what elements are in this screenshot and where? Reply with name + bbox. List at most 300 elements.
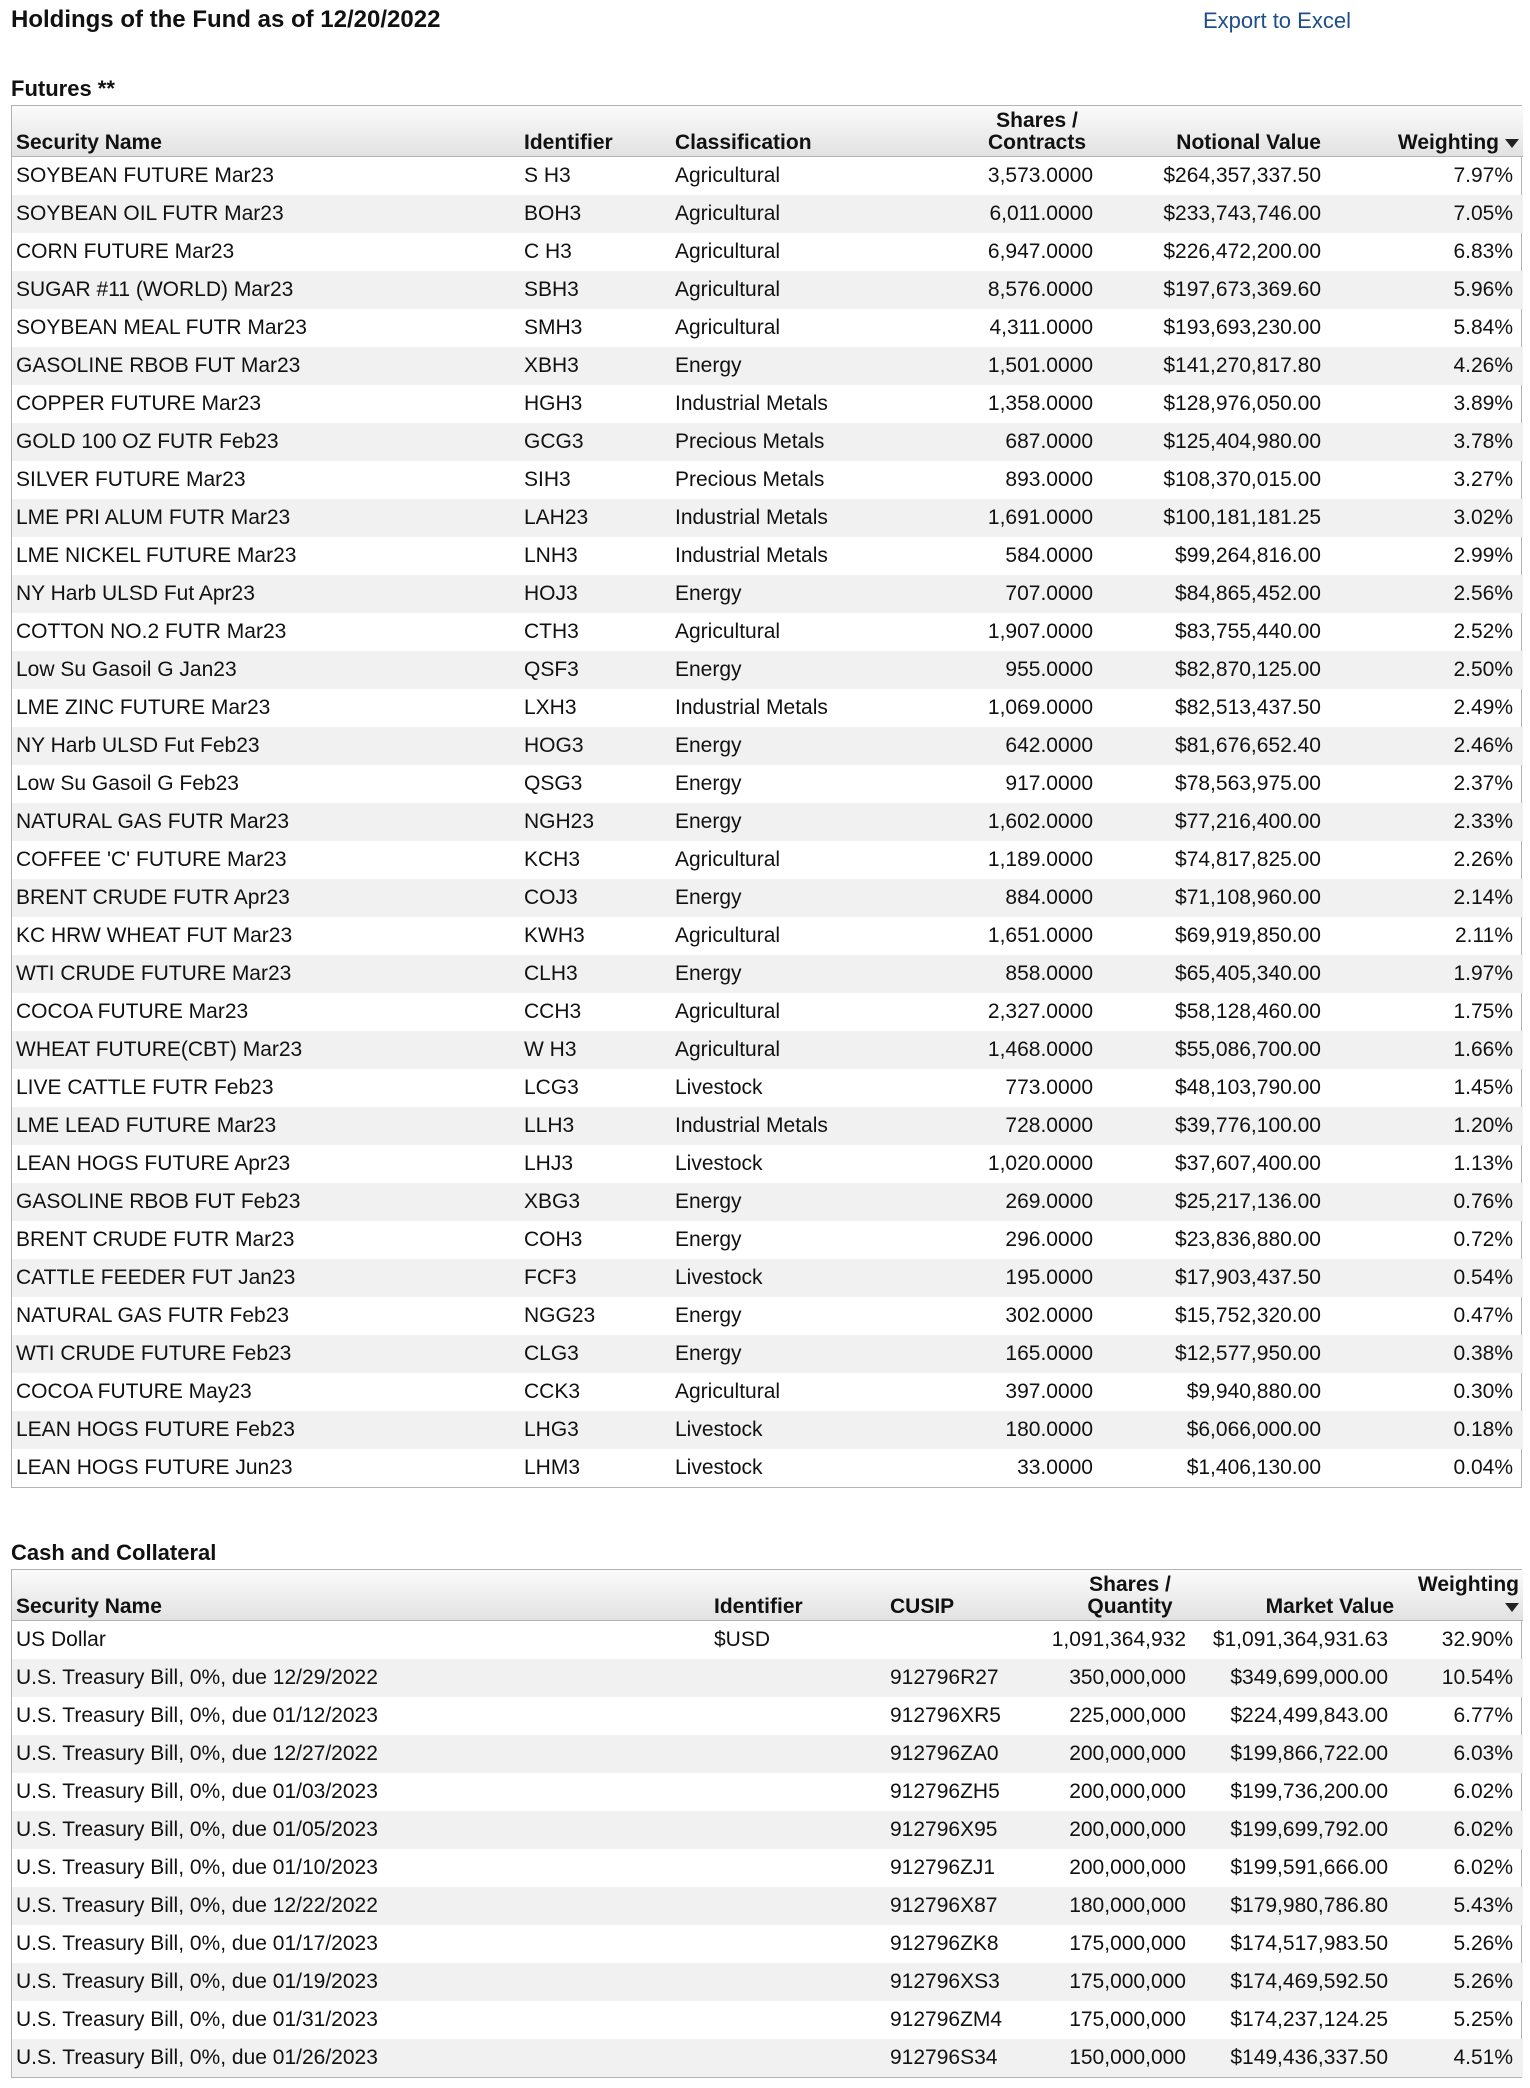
cell-classification: Agricultural bbox=[675, 316, 781, 339]
cell-cusip: 912796ZH5 bbox=[890, 1780, 1000, 1803]
cell-security-name: COPPER FUTURE Mar23 bbox=[16, 392, 262, 415]
cell-shares-contracts: 858.0000 bbox=[891, 955, 1113, 993]
cell-security-name: LME ZINC FUTURE Mar23 bbox=[16, 696, 271, 719]
cell-shares-contracts: 269.0000 bbox=[891, 1183, 1113, 1221]
table-row bbox=[12, 271, 1523, 309]
cell-classification: Energy bbox=[671, 727, 891, 765]
cell-security-name: KC HRW WHEAT FUT Mar23 bbox=[16, 924, 293, 947]
cell-shares-quantity: 175,000,000 bbox=[1069, 2008, 1186, 2031]
cell-identifier bbox=[710, 2001, 886, 2039]
sort-descending-icon bbox=[1505, 139, 1519, 148]
cell-security-name: U.S. Treasury Bill, 0%, due 01/19/2023 bbox=[12, 1963, 710, 2001]
cell-classification: Energy bbox=[671, 575, 891, 613]
cell-weighting: 6.02% bbox=[1398, 1811, 1523, 1849]
cell-identifier: LXH3 bbox=[524, 696, 577, 719]
cell-weighting: 5.26% bbox=[1398, 1963, 1523, 2001]
page-title: Holdings of the Fund as of 12/20/2022 bbox=[11, 6, 441, 33]
cash-table-body bbox=[12, 1621, 1523, 2078]
cell-weighting: 32.90% bbox=[1441, 1628, 1513, 1651]
cell-security-name: Low Su Gasoil G Jan23 bbox=[12, 651, 520, 689]
col-header-security-name[interactable]: Security Name bbox=[12, 1570, 710, 1621]
cell-classification: Agricultural bbox=[675, 620, 781, 643]
table-row bbox=[12, 955, 1523, 993]
cell-classification: Agricultural bbox=[675, 1000, 781, 1023]
cell-security-name: NY Harb ULSD Fut Feb23 bbox=[12, 727, 520, 765]
cell-classification: Precious Metals bbox=[675, 468, 825, 491]
table-row bbox=[12, 347, 1523, 385]
table-row bbox=[12, 537, 1523, 575]
cell-notional-value: $193,693,230.00 bbox=[1163, 316, 1321, 339]
sort-descending-icon bbox=[1505, 1603, 1519, 1612]
col-header-weighting[interactable] bbox=[1398, 1570, 1523, 1621]
cell-notional-value: $233,743,746.00 bbox=[1113, 195, 1361, 233]
table-row bbox=[12, 1621, 1523, 1660]
cell-weighting: 4.51% bbox=[1398, 2039, 1523, 2077]
cell-security-name: U.S. Treasury Bill, 0%, due 01/03/2023 bbox=[16, 1780, 378, 1803]
cell-weighting: 3.78% bbox=[1361, 423, 1523, 461]
table-row bbox=[12, 2039, 1523, 2077]
cell-security-name: LME NICKEL FUTURE Mar23 bbox=[16, 544, 297, 567]
cell-cusip: 912796X87 bbox=[886, 1887, 1034, 1925]
cell-weighting: 0.18% bbox=[1361, 1411, 1523, 1449]
cell-security-name: BRENT CRUDE FUTR Apr23 bbox=[12, 879, 520, 917]
cell-security-name: U.S. Treasury Bill, 0%, due 01/31/2023 bbox=[16, 2008, 378, 2031]
table-row bbox=[12, 803, 1523, 841]
cell-identifier: LCG3 bbox=[524, 1076, 579, 1099]
cell-security-name: NATURAL GAS FUTR Mar23 bbox=[12, 803, 520, 841]
cell-shares-contracts: 296.0000 bbox=[1005, 1228, 1093, 1251]
cell-shares-contracts: 1,189.0000 bbox=[987, 848, 1093, 871]
table-row bbox=[12, 993, 1523, 1031]
cell-cusip: 912796XR5 bbox=[890, 1704, 1001, 1727]
cell-notional-value: $82,513,437.50 bbox=[1175, 696, 1321, 719]
cell-weighting: 5.25% bbox=[1453, 2008, 1513, 2031]
cell-market-value: $199,591,666.00 bbox=[1230, 1856, 1388, 1879]
cell-security-name: BRENT CRUDE FUTR Mar23 bbox=[16, 1228, 295, 1251]
cell-security-name: LME PRI ALUM FUTR Mar23 bbox=[12, 499, 520, 537]
cell-notional-value: $74,817,825.00 bbox=[1175, 848, 1321, 871]
table-row bbox=[12, 1773, 1523, 1811]
cell-security-name: NY Harb ULSD Fut Apr23 bbox=[12, 575, 520, 613]
cell-market-value: $199,699,792.00 bbox=[1196, 1811, 1398, 1849]
cell-identifier: SMH3 bbox=[524, 316, 583, 339]
cell-shares-contracts: 893.0000 bbox=[1005, 468, 1093, 491]
cell-identifier bbox=[710, 1773, 886, 1811]
cell-weighting: 2.26% bbox=[1453, 848, 1513, 871]
cell-classification: Energy bbox=[675, 1228, 742, 1251]
cell-weighting: 3.27% bbox=[1453, 468, 1513, 491]
cell-shares-contracts: 728.0000 bbox=[891, 1107, 1113, 1145]
cell-notional-value: $71,108,960.00 bbox=[1113, 879, 1361, 917]
cell-notional-value: $23,836,880.00 bbox=[1175, 1228, 1321, 1251]
cell-shares-contracts: 6,011.0000 bbox=[891, 195, 1113, 233]
cell-identifier: $USD bbox=[714, 1628, 771, 1651]
weighting-label: Weighting bbox=[1417, 1573, 1519, 1596]
cell-identifier: QSF3 bbox=[520, 651, 671, 689]
cell-security-name: U.S. Treasury Bill, 0%, due 01/17/2023 bbox=[16, 1932, 378, 1955]
cell-identifier: SIH3 bbox=[524, 468, 571, 491]
cell-notional-value: $69,919,850.00 bbox=[1175, 924, 1321, 947]
cell-shares-quantity: 180,000,000 bbox=[1034, 1887, 1196, 1925]
cell-cusip: 912796ZJ1 bbox=[890, 1856, 996, 1879]
cell-security-name: CATTLE FEEDER FUT Jan23 bbox=[12, 1259, 520, 1297]
cell-classification: Agricultural bbox=[675, 240, 781, 263]
cell-identifier bbox=[710, 1887, 886, 1925]
cell-weighting: 2.50% bbox=[1361, 651, 1523, 689]
cell-notional-value: $12,577,950.00 bbox=[1113, 1335, 1361, 1373]
cell-security-name: GASOLINE RBOB FUT Mar23 bbox=[12, 347, 520, 385]
cell-shares-contracts: 2,327.0000 bbox=[987, 1000, 1093, 1023]
cell-weighting: 2.33% bbox=[1361, 803, 1523, 841]
cell-identifier: CLG3 bbox=[520, 1335, 671, 1373]
cell-weighting: 7.97% bbox=[1453, 164, 1513, 187]
cell-identifier bbox=[710, 1697, 886, 1735]
cell-shares-contracts: 33.0000 bbox=[1017, 1456, 1093, 1479]
cell-identifier: GCG3 bbox=[520, 423, 671, 461]
cell-weighting: 0.47% bbox=[1453, 1304, 1513, 1327]
cell-notional-value: $128,976,050.00 bbox=[1163, 392, 1321, 415]
table-row bbox=[12, 195, 1523, 233]
cell-cusip: 912796ZM4 bbox=[890, 2008, 1003, 2031]
cell-weighting: 0.04% bbox=[1453, 1456, 1513, 1479]
cell-cusip: 912796X95 bbox=[886, 1811, 1034, 1849]
cell-notional-value: $77,216,400.00 bbox=[1113, 803, 1361, 841]
table-row bbox=[12, 575, 1523, 613]
cell-notional-value: $25,217,136.00 bbox=[1113, 1183, 1361, 1221]
col-header-shares-quantity[interactable] bbox=[1034, 1570, 1196, 1621]
cell-shares-contracts: 917.0000 bbox=[1005, 772, 1093, 795]
cell-shares-contracts: 955.0000 bbox=[891, 651, 1113, 689]
table-row bbox=[12, 651, 1523, 689]
cell-notional-value: $1,406,130.00 bbox=[1186, 1456, 1321, 1479]
table-row bbox=[12, 1069, 1523, 1107]
cell-identifier bbox=[710, 1659, 886, 1697]
cell-security-name: U.S. Treasury Bill, 0%, due 01/12/2023 bbox=[16, 1704, 378, 1727]
cell-shares-contracts: 397.0000 bbox=[1005, 1380, 1093, 1403]
cell-weighting: 2.56% bbox=[1361, 575, 1523, 613]
cell-security-name: GOLD 100 OZ FUTR Feb23 bbox=[12, 423, 520, 461]
cell-notional-value: $84,865,452.00 bbox=[1113, 575, 1361, 613]
cell-security-name: WTI CRUDE FUTURE Feb23 bbox=[12, 1335, 520, 1373]
cell-identifier bbox=[710, 2039, 886, 2077]
cell-shares-contracts: 1,501.0000 bbox=[891, 347, 1113, 385]
cell-market-value: $174,517,983.50 bbox=[1230, 1932, 1388, 1955]
cell-classification: Precious Metals bbox=[671, 423, 891, 461]
cell-shares-quantity: 225,000,000 bbox=[1069, 1704, 1186, 1727]
cell-weighting: 6.02% bbox=[1453, 1780, 1513, 1803]
cell-shares-quantity: 200,000,000 bbox=[1069, 1780, 1186, 1803]
cell-classification: Industrial Metals bbox=[675, 544, 828, 567]
cell-identifier: COJ3 bbox=[520, 879, 671, 917]
cell-security-name: CORN FUTURE Mar23 bbox=[16, 240, 235, 263]
cell-market-value: $1,091,364,931.63 bbox=[1212, 1628, 1388, 1651]
notional-value-label: Notional Value bbox=[1176, 131, 1321, 154]
cell-identifier: XBG3 bbox=[520, 1183, 671, 1221]
cell-shares-contracts: 302.0000 bbox=[1005, 1304, 1093, 1327]
cell-security-name: LEAN HOGS FUTURE Apr23 bbox=[16, 1152, 291, 1175]
cell-classification: Energy bbox=[671, 1335, 891, 1373]
table-row bbox=[12, 1963, 1523, 2001]
col-header-weighting[interactable] bbox=[1361, 106, 1523, 157]
cell-weighting: 1.66% bbox=[1361, 1031, 1523, 1069]
cell-identifier bbox=[710, 1925, 886, 1963]
col-header-identifier[interactable]: Identifier bbox=[520, 106, 671, 157]
cell-shares-quantity: 1,091,364,932 bbox=[1051, 1628, 1186, 1651]
cell-weighting: 1.75% bbox=[1453, 1000, 1513, 1023]
cell-cusip: 912796S34 bbox=[886, 2039, 1034, 2077]
table-row bbox=[12, 233, 1523, 271]
cell-identifier: FCF3 bbox=[520, 1259, 671, 1297]
cell-shares-quantity: 200,000,000 bbox=[1034, 1735, 1196, 1773]
cell-notional-value: $55,086,700.00 bbox=[1113, 1031, 1361, 1069]
cell-security-name: LEAN HOGS FUTURE Feb23 bbox=[12, 1411, 520, 1449]
cell-identifier: QSG3 bbox=[524, 772, 583, 795]
table-row bbox=[12, 1221, 1523, 1259]
cell-shares-contracts: 884.0000 bbox=[891, 879, 1113, 917]
cell-weighting: 7.05% bbox=[1361, 195, 1523, 233]
cash-section-title: Cash and Collateral bbox=[11, 1540, 217, 1565]
cell-weighting: 2.11% bbox=[1455, 924, 1513, 947]
col-header-identifier[interactable]: Identifier bbox=[710, 1570, 886, 1621]
cell-weighting: 5.84% bbox=[1453, 316, 1513, 339]
cell-shares-contracts: 1,020.0000 bbox=[987, 1152, 1093, 1175]
cell-shares-contracts: 1,468.0000 bbox=[891, 1031, 1113, 1069]
cell-notional-value: $6,066,000.00 bbox=[1113, 1411, 1361, 1449]
cell-shares-contracts: 195.0000 bbox=[891, 1259, 1113, 1297]
cell-identifier: LHG3 bbox=[520, 1411, 671, 1449]
cell-identifier: C H3 bbox=[524, 240, 572, 263]
cell-classification: Energy bbox=[675, 1304, 742, 1327]
cell-weighting: 1.97% bbox=[1361, 955, 1523, 993]
cell-cusip: 912796ZA0 bbox=[886, 1735, 1034, 1773]
cell-classification: Industrial Metals bbox=[675, 696, 828, 719]
cell-notional-value: $48,103,790.00 bbox=[1175, 1076, 1321, 1099]
cell-identifier: LAH23 bbox=[520, 499, 671, 537]
cell-identifier bbox=[710, 1811, 886, 1849]
cash-header-row bbox=[12, 1570, 1523, 1621]
cell-classification: Agricultural bbox=[675, 924, 781, 947]
cell-shares-contracts: 1,358.0000 bbox=[987, 392, 1093, 415]
cell-notional-value: $100,181,181.25 bbox=[1113, 499, 1361, 537]
cell-notional-value: $82,870,125.00 bbox=[1113, 651, 1361, 689]
cell-security-name: U.S. Treasury Bill, 0%, due 12/27/2022 bbox=[12, 1735, 710, 1773]
table-row bbox=[12, 2001, 1523, 2039]
cell-notional-value: $226,472,200.00 bbox=[1163, 240, 1321, 263]
table-row bbox=[12, 499, 1523, 537]
cell-weighting: 5.96% bbox=[1361, 271, 1523, 309]
col-header-cusip[interactable]: CUSIP bbox=[886, 1570, 1034, 1621]
table-row bbox=[12, 1411, 1523, 1449]
cell-classification: Livestock bbox=[675, 1456, 763, 1479]
table-row bbox=[12, 765, 1523, 803]
cell-weighting: 0.30% bbox=[1453, 1380, 1513, 1403]
cell-identifier: CLH3 bbox=[520, 955, 671, 993]
cell-shares-quantity: 200,000,000 bbox=[1069, 1856, 1186, 1879]
cell-classification: Energy bbox=[671, 1183, 891, 1221]
cell-notional-value: $15,752,320.00 bbox=[1175, 1304, 1321, 1327]
table-row bbox=[12, 727, 1523, 765]
cell-notional-value: $81,676,652.40 bbox=[1113, 727, 1361, 765]
col-header-security-name[interactable]: Security Name bbox=[12, 106, 520, 157]
cell-security-name: LIVE CATTLE FUTR Feb23 bbox=[16, 1076, 274, 1099]
cell-security-name: COCOA FUTURE May23 bbox=[16, 1380, 252, 1403]
cell-identifier: W H3 bbox=[520, 1031, 671, 1069]
cell-classification: Agricultural bbox=[671, 271, 891, 309]
futures-table-container bbox=[11, 105, 1522, 1488]
cell-shares-contracts: 1,602.0000 bbox=[891, 803, 1113, 841]
cell-weighting: 5.26% bbox=[1453, 1932, 1513, 1955]
cell-weighting: 10.54% bbox=[1398, 1659, 1523, 1697]
cell-cusip bbox=[886, 1621, 1034, 1660]
cell-weighting: 6.02% bbox=[1453, 1856, 1513, 1879]
cell-market-value: $349,699,000.00 bbox=[1196, 1659, 1398, 1697]
cell-shares-contracts: 1,907.0000 bbox=[987, 620, 1093, 643]
cell-classification: Livestock bbox=[671, 1259, 891, 1297]
col-header-shares-line2: Quantity bbox=[1087, 1595, 1173, 1618]
cell-identifier: LLH3 bbox=[520, 1107, 671, 1145]
cell-weighting: 0.76% bbox=[1361, 1183, 1523, 1221]
table-row bbox=[12, 309, 1523, 347]
cell-shares-contracts: 6,947.0000 bbox=[987, 240, 1093, 263]
cell-identifier: LNH3 bbox=[524, 544, 578, 567]
table-row bbox=[12, 1449, 1523, 1487]
cell-weighting: 1.45% bbox=[1453, 1076, 1513, 1099]
cell-weighting: 2.52% bbox=[1453, 620, 1513, 643]
table-row bbox=[12, 1811, 1523, 1849]
cash-table bbox=[12, 1570, 1523, 2077]
cell-weighting: 6.03% bbox=[1398, 1735, 1523, 1773]
cell-weighting: 1.20% bbox=[1361, 1107, 1523, 1145]
cell-security-name: US Dollar bbox=[16, 1628, 106, 1651]
cell-identifier bbox=[710, 1963, 886, 2001]
table-row bbox=[12, 879, 1523, 917]
cell-market-value: $199,736,200.00 bbox=[1230, 1780, 1388, 1803]
cell-notional-value: $17,903,437.50 bbox=[1113, 1259, 1361, 1297]
cell-identifier: KWH3 bbox=[524, 924, 585, 947]
cell-security-name: U.S. Treasury Bill, 0%, due 01/05/2023 bbox=[12, 1811, 710, 1849]
cell-weighting: 6.83% bbox=[1453, 240, 1513, 263]
table-row bbox=[12, 461, 1523, 499]
table-row bbox=[12, 1697, 1523, 1735]
cell-notional-value: $125,404,980.00 bbox=[1113, 423, 1361, 461]
cell-identifier: CCK3 bbox=[524, 1380, 581, 1403]
table-row bbox=[12, 1297, 1523, 1335]
cell-notional-value: $83,755,440.00 bbox=[1175, 620, 1321, 643]
cell-security-name: WHEAT FUTURE(CBT) Mar23 bbox=[12, 1031, 520, 1069]
cell-security-name: COCOA FUTURE Mar23 bbox=[16, 1000, 249, 1023]
col-header-shares-contracts[interactable] bbox=[891, 106, 1113, 157]
cell-classification: Livestock bbox=[671, 1411, 891, 1449]
cell-market-value: $149,436,337.50 bbox=[1196, 2039, 1398, 2077]
cell-identifier: S H3 bbox=[524, 164, 571, 187]
cell-identifier: XBH3 bbox=[520, 347, 671, 385]
cell-shares-contracts: 3,573.0000 bbox=[987, 164, 1093, 187]
futures-table bbox=[12, 106, 1523, 1487]
cell-security-name: NATURAL GAS FUTR Feb23 bbox=[16, 1304, 290, 1327]
cell-shares-contracts: 707.0000 bbox=[891, 575, 1113, 613]
cell-classification: Agricultural bbox=[675, 164, 781, 187]
cell-shares-contracts: 180.0000 bbox=[891, 1411, 1113, 1449]
table-row bbox=[12, 1259, 1523, 1297]
cell-classification: Agricultural bbox=[675, 1380, 781, 1403]
cell-notional-value: $58,128,460.00 bbox=[1175, 1000, 1321, 1023]
cell-classification: Energy bbox=[671, 651, 891, 689]
cell-weighting: 1.13% bbox=[1453, 1152, 1513, 1175]
cell-security-name: COFFEE 'C' FUTURE Mar23 bbox=[16, 848, 287, 871]
cell-notional-value: $99,264,816.00 bbox=[1175, 544, 1321, 567]
cell-shares-contracts: 1,651.0000 bbox=[987, 924, 1093, 947]
cell-security-name: U.S. Treasury Bill, 0%, due 01/26/2023 bbox=[12, 2039, 710, 2077]
cell-notional-value: $37,607,400.00 bbox=[1175, 1152, 1321, 1175]
cell-identifier: COH3 bbox=[524, 1228, 583, 1251]
table-row bbox=[12, 1145, 1523, 1183]
cell-classification: Energy bbox=[671, 347, 891, 385]
cell-classification: Industrial Metals bbox=[671, 1107, 891, 1145]
cell-shares-contracts: 8,576.0000 bbox=[891, 271, 1113, 309]
cell-security-name: WTI CRUDE FUTURE Mar23 bbox=[12, 955, 520, 993]
cell-shares-quantity: 150,000,000 bbox=[1034, 2039, 1196, 2077]
cell-classification: Industrial Metals bbox=[671, 499, 891, 537]
table-row bbox=[12, 1925, 1523, 1963]
table-row bbox=[12, 1659, 1523, 1697]
cell-weighting: 2.99% bbox=[1453, 544, 1513, 567]
futures-table-body bbox=[12, 157, 1523, 1488]
table-row bbox=[12, 1735, 1523, 1773]
cell-weighting: 3.02% bbox=[1361, 499, 1523, 537]
cell-security-name: SOYBEAN OIL FUTR Mar23 bbox=[12, 195, 520, 233]
cell-market-value: $179,980,786.80 bbox=[1196, 1887, 1398, 1925]
cell-identifier: KCH3 bbox=[524, 848, 581, 871]
col-header-shares-line1: Shares / bbox=[1089, 1573, 1171, 1596]
cell-security-name: Low Su Gasoil G Feb23 bbox=[16, 772, 239, 795]
col-header-classification[interactable]: Classification bbox=[671, 106, 891, 157]
cell-weighting: 2.49% bbox=[1453, 696, 1513, 719]
cell-shares-quantity: 350,000,000 bbox=[1034, 1659, 1196, 1697]
cell-notional-value: $108,370,015.00 bbox=[1163, 468, 1321, 491]
cell-weighting: 2.14% bbox=[1361, 879, 1523, 917]
cell-identifier: LHM3 bbox=[524, 1456, 581, 1479]
table-row bbox=[12, 841, 1523, 879]
cell-notional-value: $39,776,100.00 bbox=[1113, 1107, 1361, 1145]
table-row bbox=[12, 1335, 1523, 1373]
cell-cusip: 912796ZK8 bbox=[890, 1932, 999, 1955]
cell-identifier: HOJ3 bbox=[520, 575, 671, 613]
cell-cusip: 912796XS3 bbox=[886, 1963, 1034, 2001]
futures-section-title: Futures ** bbox=[11, 76, 115, 101]
cell-shares-quantity: 175,000,000 bbox=[1034, 1963, 1196, 2001]
cell-weighting: 0.54% bbox=[1361, 1259, 1523, 1297]
cell-notional-value: $65,405,340.00 bbox=[1113, 955, 1361, 993]
cell-shares-contracts: 773.0000 bbox=[1005, 1076, 1093, 1099]
cell-shares-contracts: 642.0000 bbox=[891, 727, 1113, 765]
cell-market-value: $224,499,843.00 bbox=[1230, 1704, 1388, 1727]
cell-security-name: SOYBEAN FUTURE Mar23 bbox=[16, 164, 274, 187]
cell-notional-value: $197,673,369.60 bbox=[1113, 271, 1361, 309]
table-row bbox=[12, 1887, 1523, 1925]
cell-weighting: 0.72% bbox=[1453, 1228, 1513, 1251]
cell-shares-contracts: 584.0000 bbox=[1005, 544, 1093, 567]
cell-classification: Livestock bbox=[675, 1076, 763, 1099]
cell-weighting: 2.37% bbox=[1453, 772, 1513, 795]
cell-security-name: COTTON NO.2 FUTR Mar23 bbox=[16, 620, 287, 643]
table-row bbox=[12, 1107, 1523, 1145]
cell-identifier: CCH3 bbox=[524, 1000, 582, 1023]
export-to-excel-link[interactable]: Export to Excel bbox=[1203, 8, 1351, 33]
cell-weighting: 2.46% bbox=[1361, 727, 1523, 765]
cell-shares-contracts: 687.0000 bbox=[891, 423, 1113, 461]
col-header-market-value[interactable]: Market Value bbox=[1196, 1570, 1398, 1621]
col-header-notional-value[interactable] bbox=[1113, 106, 1361, 157]
